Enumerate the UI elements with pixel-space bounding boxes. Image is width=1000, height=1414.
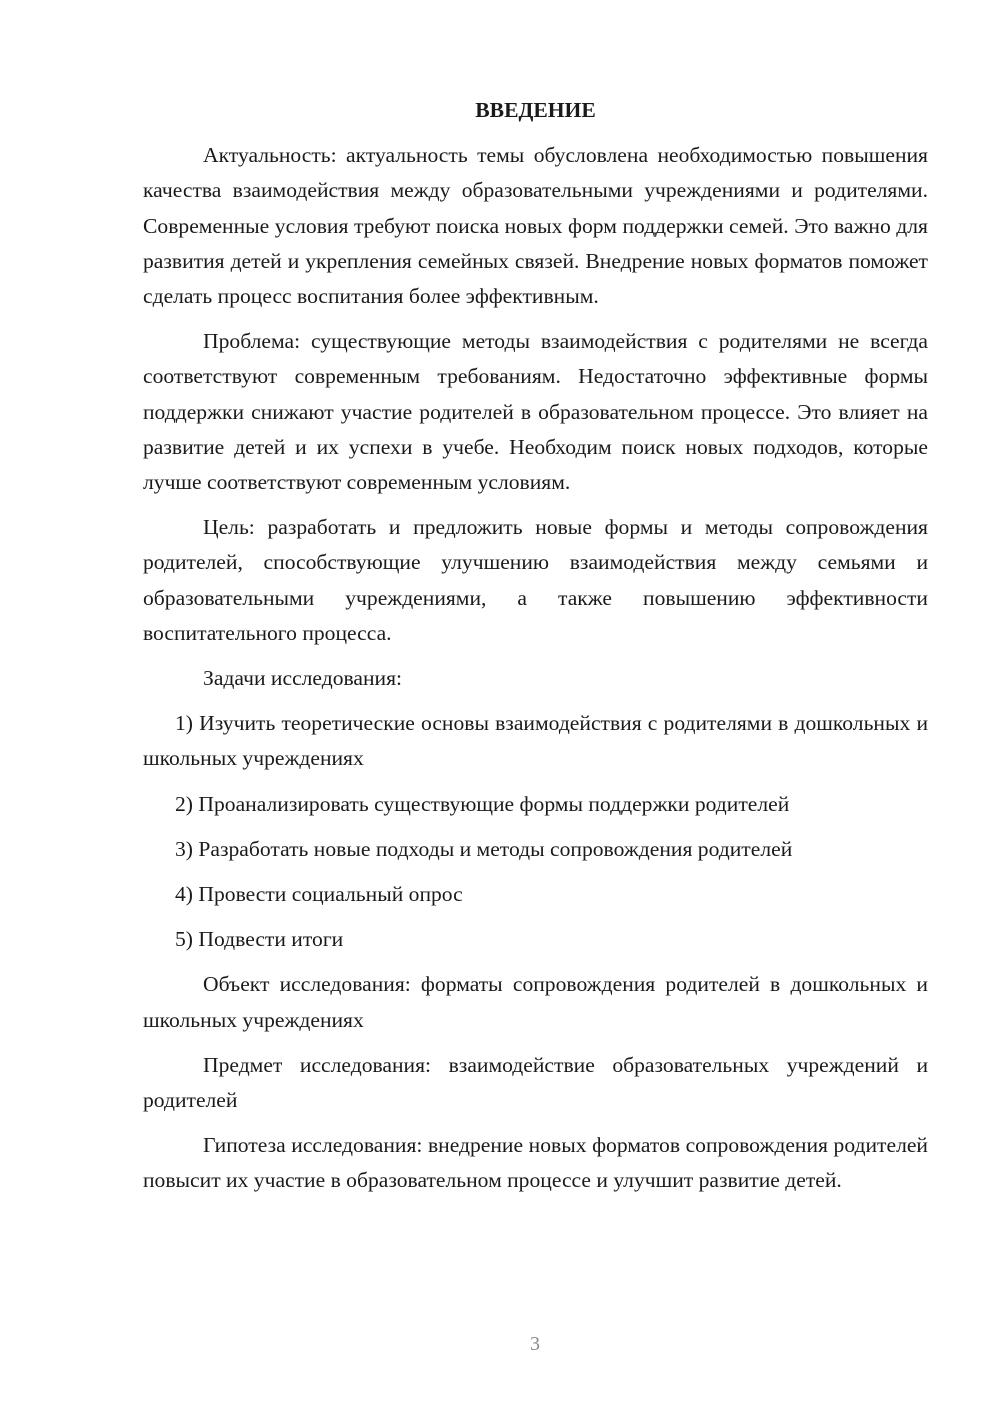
hypothesis-paragraph: Гипотеза исследования: внедрение новых форматов сопровождения родителей повысит их участие в образовательном процессе и улучшит развитие детей. <box>143 1133 928 1193</box>
tasks-heading: Задачи исследования: <box>203 666 403 691</box>
object-paragraph: Объект исследования: форматы сопровождения родителей в дошкольных и школьных учреждениях <box>143 972 928 1032</box>
page-number: 3 <box>530 1333 540 1355</box>
document-page <box>143 93 928 1209</box>
task-item-4: 4) Провести социальный опрос <box>175 882 463 907</box>
task-item-2: 2) Проанализировать существующие формы поддержки родителей <box>175 791 790 816</box>
goal-paragraph: Цель: разработать и предложить новые формы и методы сопровождения родителей, способствующие улучшению взаимодействия между семьями и образовательными учреждениями, а также повышению эффективности воспитательного процесса. <box>143 515 928 645</box>
task-item-3: 3) Разработать новые подходы и методы сопровождения родителей <box>175 836 793 861</box>
subject-paragraph: Предмет исследования: взаимодействие образовательных учреждений и родителей <box>143 1052 928 1113</box>
problem-paragraph: Проблема: существующие методы взаимодействия с родителями не всегда соответствуют современным требованиям. Недостаточно эффективные формы поддержки снижают участие родителей в образовательном процессе. Это влияет на развитие детей и их успехи в учебе. Необходим поиск новых подходов, которые лучше соответствуют современным условиям. <box>143 329 928 495</box>
relevance-paragraph: Актуальность: актуальность темы обусловлена необходимостью повышения качества взаимодействия между образовательными учреждениями и родителями. Современные условия требуют поиска новых форм поддержки семей. Это важно для развития детей и укрепления семейных связей. Внедрение новых форматов поможет сделать процесс воспитания более эффективным. <box>143 143 928 309</box>
task-item-1: 1) Изучить теоретические основы взаимодействия с родителями в дошкольных и школьных учреждениях <box>143 711 928 771</box>
section-title: ВВЕДЕНИЕ <box>475 98 596 122</box>
task-item-5: 5) Подвести итоги <box>175 927 344 952</box>
